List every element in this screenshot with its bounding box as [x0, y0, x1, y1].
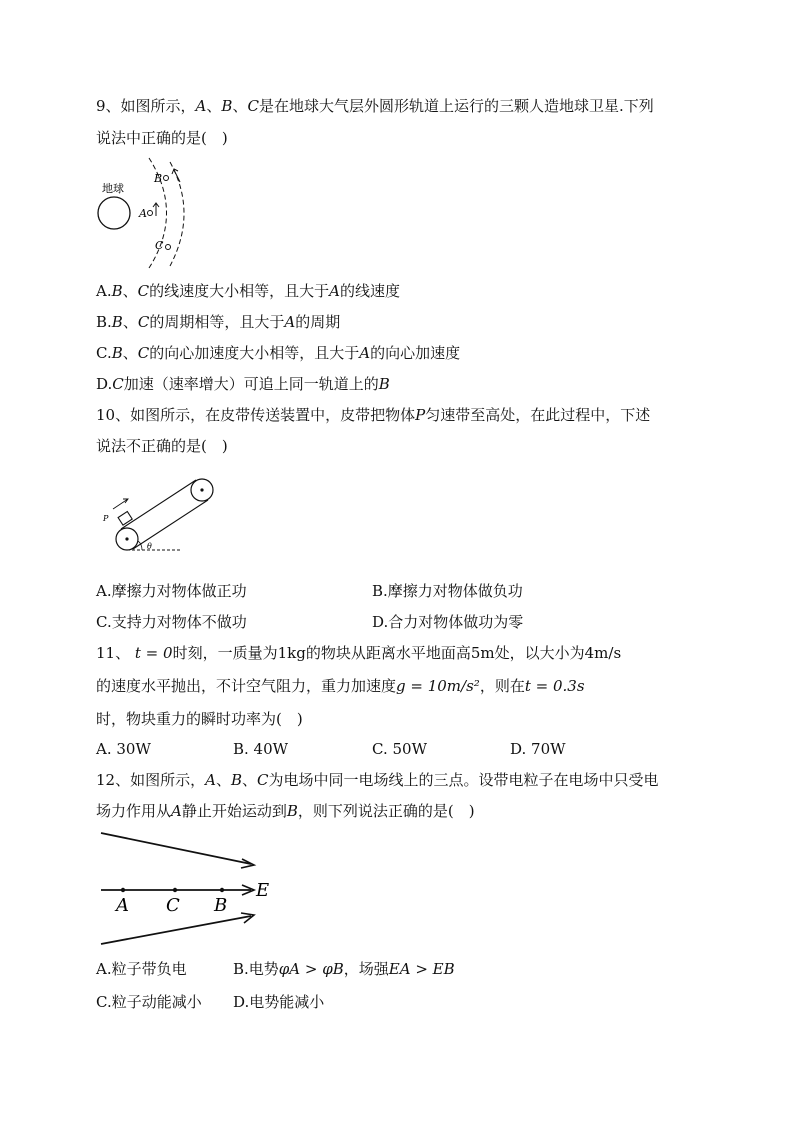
q10-option-c: C.支持力对物体不做功 [96, 613, 247, 631]
q9-option-b: B.B、C的周期相等，且大于A的周期 [96, 313, 341, 331]
satellite-B [164, 176, 169, 181]
q10-option-b: B.摩擦力对物体做负功 [372, 582, 523, 600]
theta-label: θ [147, 542, 152, 551]
orbit-outer [170, 162, 184, 266]
q9-stem-line1: 9、如图所示，A、B、C是在地球大气层外圆形轨道上运行的三颗人造地球卫星.下列 [96, 97, 654, 115]
belt-bottom [133, 500, 208, 549]
point-C-label: C [166, 895, 180, 916]
q9-option-d: D.C加速（速率增大）可追上同一轨道上的B [96, 375, 390, 393]
q11-option-d: D. 70W [510, 740, 566, 758]
earth-circle [98, 197, 130, 229]
field-E-label: E [256, 880, 270, 901]
velocity-arrow-A [153, 203, 159, 216]
q12-stem-line2: 场力作用从A静止开始运动到B，则下列说法正确的是( ) [96, 802, 475, 820]
satellite-A-label: A [139, 207, 147, 220]
q12-field-figure [96, 828, 286, 953]
satellite-C-label: C [155, 239, 164, 252]
motion-arrow [113, 499, 128, 509]
point-A-label: A [116, 895, 129, 916]
block-P-label: P [103, 514, 109, 523]
q10-stem-line2: 说法不正确的是( ) [96, 437, 228, 455]
satellite-B-label: B [154, 172, 163, 185]
field-line-top [101, 833, 251, 864]
point-B-label: B [214, 895, 228, 916]
q10-option-a: A.摩擦力对物体做正功 [96, 582, 247, 600]
q12-stem-line1: 12、如图所示，A、B、C为电场中同一电场线上的三点。设带电粒子在电场中只受电 [96, 771, 659, 789]
point-C [173, 888, 177, 892]
q12-option-c: C.粒子动能减小 [96, 993, 202, 1011]
q11-option-b: B. 40W [233, 740, 289, 758]
point-A [121, 888, 125, 892]
point-B [220, 888, 224, 892]
q11-option-a: A. 30W [96, 740, 151, 758]
satellite-A [148, 211, 153, 216]
q9-option-a: A.B、C的线速度大小相等，且大于A的线速度 [96, 282, 401, 300]
satellite-C [166, 245, 171, 250]
q9-satellite-figure [94, 158, 194, 268]
q12-option-a: A.粒子带负电 [96, 960, 187, 978]
q10-option-d: D.合力对物体做功为零 [372, 613, 524, 631]
q11-option-c: C. 50W [372, 740, 427, 758]
q9-stem-line2: 说法中正确的是( ) [96, 129, 228, 147]
field-line-bottom [101, 916, 251, 944]
q11-stem-line1: 11、 t = 0时刻，一质量为1kg的物块从距离水平地面高5m处，以大小为4m/s [96, 644, 622, 662]
q12-option-b: B.电势φA > φB，场强EA > EB [233, 960, 455, 978]
velocity-arrow-B [172, 169, 180, 182]
belt-top [121, 480, 196, 529]
q12-option-d: D.电势能减小 [233, 993, 325, 1011]
q10-stem-line1: 10、如图所示，在皮带传送装置中，皮带把物体P匀速带至高处，在此过程中，下述 [96, 406, 651, 424]
q11-stem-line3: 时，物块重力的瞬时功率为( ) [96, 710, 303, 728]
q11-stem-line2: 的速度水平抛出，不计空气阻力，重力加速度g = 10m/s²，则在t = 0.3s [96, 677, 585, 695]
q9-option-c: C.B、C的向心加速度大小相等，且大于A的向心加速度 [96, 344, 461, 362]
earth-label: 地球 [102, 182, 124, 195]
q10-conveyor-figure [100, 474, 190, 554]
